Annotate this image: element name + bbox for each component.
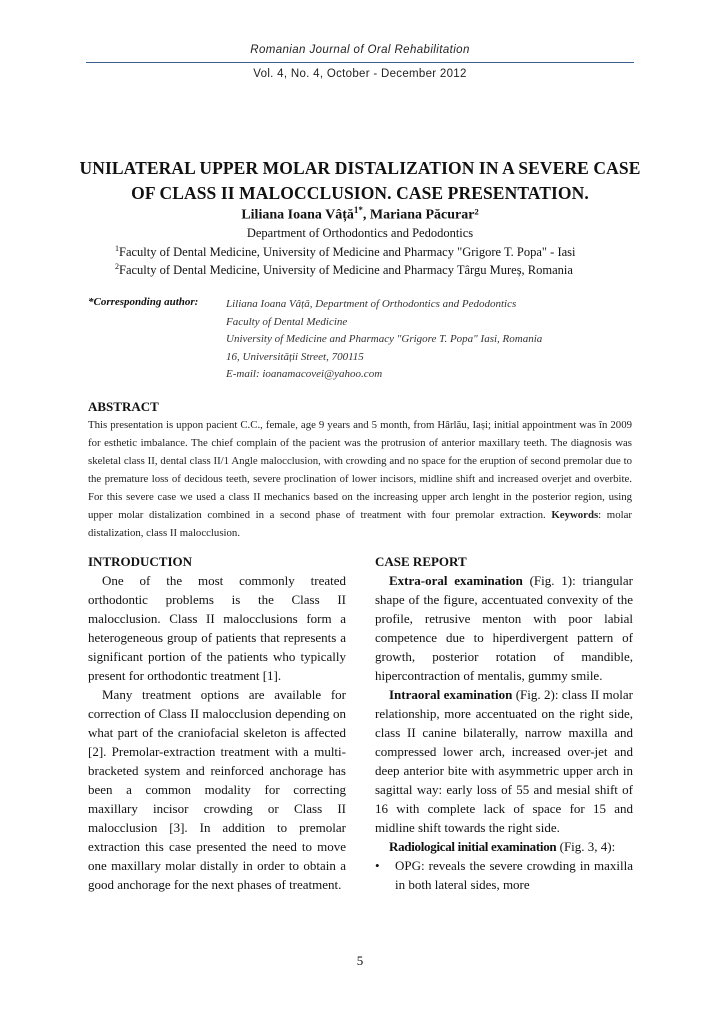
corresponding-author-label: *Corresponding author:	[88, 296, 199, 308]
extra-oral-label: Extra-oral examination	[389, 573, 523, 588]
corresponding-line: University of Medicine and Pharmacy "Grigore T. Popa" Iasi, Romania	[226, 333, 543, 345]
affiliation-2-text: Faculty of Dental Medicine, University of Medicine and Pharmacy Târgu Mureș, Romania	[119, 263, 573, 278]
affiliation-1-marker: 1	[115, 244, 119, 253]
affiliation-2	[115, 262, 655, 278]
radiological-label: Radiological initial examination	[389, 839, 557, 854]
introduction-heading: INTRODUCTION	[88, 554, 193, 569]
affiliation-1-text: Faculty of Dental Medicine, University of Medicine and Pharmacy "Grigore T. Popa" - Iasi	[119, 245, 576, 260]
opg-bullet-item	[375, 856, 633, 894]
authors	[0, 205, 720, 224]
affiliation-1	[115, 244, 655, 260]
abstract-text: This presentation is uppon pacient C.C., female, age 9 years and 5 month, from Hârlău, Iași; initial appointment was în 2009 for esthetic imbalance. The chief complain of the pacient was the protrusion of anterior maxillary teeth. The diagnosis was skeletal class II, dental class II/1 Angle malocclusion, with crowding and no space for the eruption of second premolar due to the premature loss of decidous teeth, severe proclination of lower incisors, midline shift and increased overjet and overbite. For this severe case we used a class II mechanics based on the increasing upper arch lenght in the posterior region, using upper molar distalization combined in a second phase of treatment with four premolar extraction.	[88, 419, 632, 521]
radiological-paragraph	[375, 837, 633, 856]
intraoral-label: Intraoral examination	[389, 687, 513, 702]
author-1: Liliana Ioana Vâță	[241, 207, 354, 223]
introduction-column	[88, 552, 346, 894]
extra-oral-paragraph	[375, 571, 633, 685]
abstract-body	[88, 416, 632, 542]
corresponding-line: Faculty of Dental Medicine	[226, 315, 348, 328]
author-separator: ,	[362, 207, 370, 223]
bullet-icon: •	[375, 858, 380, 873]
paper-title	[70, 156, 650, 206]
keywords-text: : molar distalization, class II malocclusion.	[88, 509, 632, 539]
radiological-text: (Fig. 3, 4):	[556, 839, 616, 854]
title-line-1: UNILATERAL UPPER MOLAR DISTALIZATION IN A SEVERE CASE	[79, 158, 641, 178]
case-report-column	[375, 552, 633, 894]
corresponding-line: 16, Universității Street, 700115	[226, 350, 364, 363]
author-2: Mariana Păcurar²	[369, 207, 479, 223]
journal-name: Romanian Journal of Oral Rehabilitation	[250, 44, 470, 56]
corresponding-line: Liliana Ioana Vâță, Department of Orthodontics and Pedodontics	[226, 298, 517, 310]
title-line-2: OF CLASS II MALOCCLUSION. CASE PRESENTATION.	[131, 183, 589, 203]
case-report-heading: CASE REPORT	[375, 554, 467, 569]
intraoral-paragraph	[375, 685, 633, 837]
volume-info: Vol. 4, No. 4, October - December 2012	[253, 68, 467, 80]
corresponding-author-details	[226, 296, 542, 384]
department: Department of Orthodontics and Pedodontics	[246, 226, 474, 240]
abstract-heading: ABSTRACT	[88, 399, 159, 414]
author-1-marker: 1*	[353, 205, 363, 215]
introduction-paragraph-1: One of the most commonly treated orthodontic problems is the Class II malocclusion. Class II malocclusions form a heterogeneous group of patients that represents a significant portion of the patients who typically present for orthodontic treatment [1].	[88, 573, 346, 683]
extra-oral-text: (Fig. 1): triangular shape of the figure, accentuated convexity of the profile, retrusive menton with poor labial competence due to hiperdivergent pattern of growth, posterior rotation of mandible, hipercontraction of mentalis, gummy smile.	[375, 573, 633, 683]
keywords-label: Keywords	[551, 509, 599, 521]
intraoral-text: (Fig. 2): class II molar relationship, more accentuated on the right side, class II canine bilaterally, narrow maxilla and compressed lower arch, increased over-jet and deep anterior bite with asymmetric upper arch in sagittal way: early loss of 55 and mesial shift of 16 with complete lack of space for 15 and midline shift towards the right side.	[375, 687, 633, 835]
corresponding-email[interactable]: E-mail: ioanamacovei@yahoo.com	[226, 368, 383, 380]
affiliation-2-marker: 2	[115, 262, 119, 271]
introduction-paragraph-2: Many treatment options are available for correction of Class II malocclusion depending on what part of the craniofacial skeleton is affected [2]. Premolar-extraction treatment with a multi-bracketed system and reinforced anchorage has been a common modality for correcting maxillary incisor crowding or Class II malocclusion [3]. In addition to premolar extraction this case presented the need to move one maxillary molar distally in order to obtain a good anchorage for the next phases of treatment.	[88, 687, 346, 892]
page-number: 5	[356, 953, 364, 968]
header-divider	[86, 62, 634, 63]
opg-bullet-text: OPG: reveals the severe crowding in maxilla in both lateral sides, more	[395, 858, 633, 892]
